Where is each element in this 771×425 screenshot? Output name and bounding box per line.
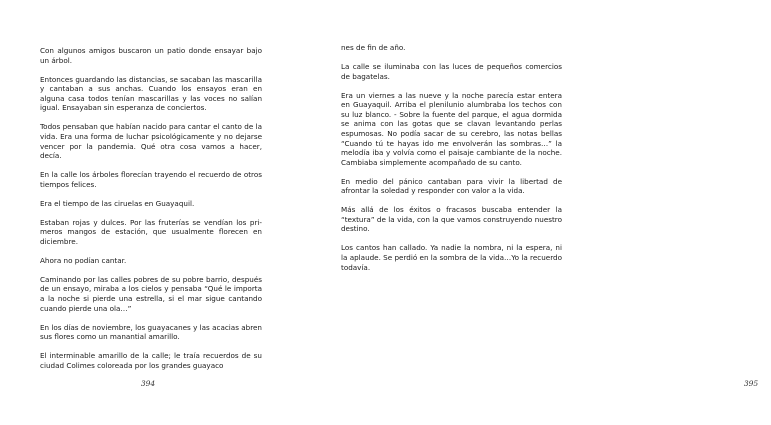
page-number-left: 394: [140, 379, 156, 388]
left-page: [0, 0, 300, 425]
paragraph: Todos pensaban que habían nacido para cantar el canto de la vida. Era una forma de luchar psicológicamente y no dejarse vencer por la pandemia. Qué otra cosa vamos a hacer, decía.: [40, 122, 262, 161]
left-page-text: [40, 46, 262, 370]
page-number-right: 395: [743, 379, 759, 388]
paragraph: Era el tiempo de las ciruelas en Guayaquil.: [40, 198, 195, 208]
paragraph: Más allá de los éxitos o fracasos buscaba entender la “textura” de la vida, con la que vamos construyendo nuestro destino.: [341, 205, 562, 234]
paragraph: En los días de noviembre, los guayacanes y las acacias abren sus flores como un manantial amarillo.: [40, 322, 262, 342]
paragraph: Ahora no podían cantar.: [40, 255, 127, 265]
paragraph: Los cantos han callado. Ya nadie la nombra, ni la espera, ni la aplaude. Se perdió en la sombra de la vida…Yo la recuerdo todavía.: [341, 243, 562, 272]
paragraph: nes de fin de año.: [341, 43, 406, 52]
paragraph: Caminando por las calles pobres de su pobre barrio, después de un ensayo, miraba a los cielos y pensaba “Qué le importa a la noche si pierde una estrella, si el mar sigue cantando cuando pierde una ola…”: [40, 274, 262, 313]
paragraph: Con algunos amigos buscaron un patio donde ensayar bajo un árbol.: [40, 46, 262, 65]
paragraph: Estaban rojas y dulces. Por las fruterías se vendían los primeros mangos de estación, que usualmente florecen en diciembre.: [40, 217, 262, 246]
paragraph: Entonces guardando las distancias, se sacaban las mascarilla y cantaban a sus anchas. Cuando los ensayos eran en alguna casa todos tenían mascarillas y las voces no salían igual. Ensayaban sin esperanza de conciertos.: [40, 74, 262, 113]
paragraph: La calle se iluminaba con las luces de pequeños comercios de bagatelas.: [341, 61, 562, 81]
paragraph: El interminable amarillo de la calle; le traía recuerdos de su ciudad Colimes coloreada por los grandes guayaco: [40, 351, 262, 370]
paragraph: En la calle los árboles florecían trayendo el recuerdo de otros tiempos felices.: [40, 170, 262, 189]
paragraph: Era un viernes a las nueve y la noche parecía estar entera en Guayaquil. Arriba el plenilunio alumbraba los techos con su luz blanco. - Sobre la fuente del parque, el agua dormida se anima con las gotas que se clavan levantando perlas espumosas. No podía sacar de su cerebro, las notas bellas “Cuando tú te hayas ido me envolverán las sombras…” la melodía iba y volvía como el paisaje cambiante de la noche. Cambiaba simplemente acompañado de su canto.: [341, 90, 562, 167]
right-page-text: [341, 43, 562, 272]
paragraph: En medio del pánico cantaban para vivir la libertad de afrontar la soledad y responder con valor a la vida.: [341, 176, 562, 196]
